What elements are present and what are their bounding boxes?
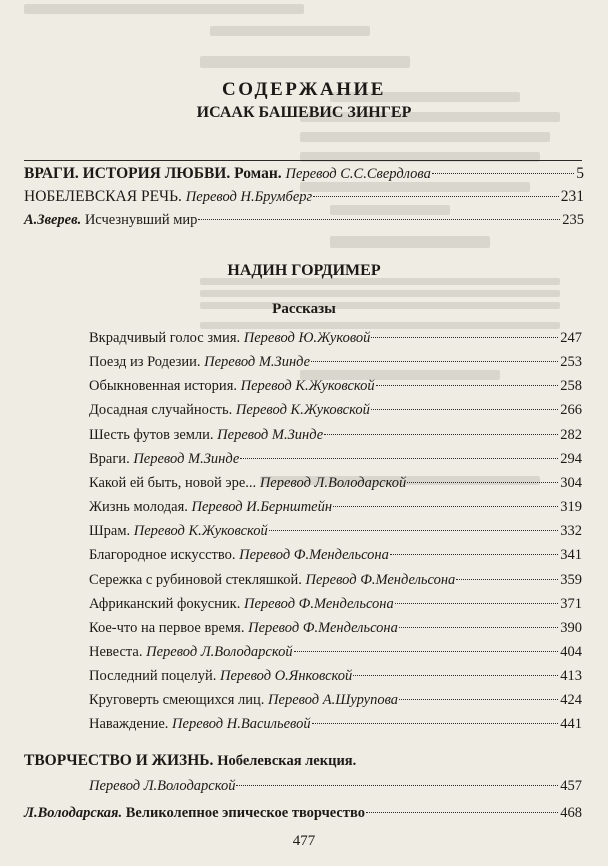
- story-title: Благородное искусство.: [89, 547, 236, 563]
- story-page: 319: [560, 499, 582, 515]
- story-title: Обыкновенная история.: [89, 378, 237, 394]
- story-page: 441: [560, 716, 582, 732]
- story-page: 371: [560, 596, 582, 612]
- story-page: 332: [560, 523, 582, 539]
- story-translator: Перевод Л.Володарской: [259, 475, 407, 491]
- story-entry[interactable]: [89, 425, 582, 446]
- story-page: 253: [560, 354, 582, 370]
- story-page: 359: [560, 572, 582, 588]
- dot-leader: [371, 337, 558, 338]
- story-entry[interactable]: [89, 352, 582, 373]
- story-translator: Перевод К.Жуковской: [235, 402, 370, 418]
- story-translator: Перевод Ф.Мендельсона: [305, 572, 456, 588]
- dot-leader: [236, 785, 558, 786]
- story-page: 424: [560, 692, 582, 708]
- story-entry[interactable]: [89, 521, 582, 542]
- story-translator: Перевод К.Жуковской: [133, 523, 268, 539]
- story-entry[interactable]: [89, 714, 582, 735]
- toc-entry[interactable]: [24, 186, 584, 207]
- story-title: Невеста.: [89, 644, 143, 660]
- story-translator: Перевод И.Бернштейн: [191, 499, 333, 515]
- dot-leader: [312, 723, 559, 724]
- dot-leader: [366, 812, 558, 813]
- story-entry[interactable]: [89, 666, 582, 687]
- story-translator: Перевод М.Зинде: [204, 354, 311, 370]
- dot-leader: [390, 554, 558, 555]
- dot-leader: [399, 627, 558, 628]
- story-entry[interactable]: [89, 545, 582, 566]
- toc-entry[interactable]: [24, 163, 584, 184]
- story-translator: Перевод Ф.Мендельсона: [243, 596, 394, 612]
- story-entry[interactable]: [89, 473, 582, 494]
- story-translator: Перевод К.Жуковской: [240, 378, 375, 394]
- story-translator: Перевод Ю.Жуковой: [243, 330, 371, 346]
- dot-leader: [240, 458, 558, 459]
- toc-entry[interactable]: [89, 776, 582, 797]
- story-page: 413: [560, 668, 582, 684]
- story-title: Шесть футов земли.: [89, 427, 214, 443]
- story-title: Поезд из Родезии.: [89, 354, 201, 370]
- story-entry[interactable]: [89, 497, 582, 518]
- story-entry[interactable]: [89, 449, 582, 470]
- subsection-heading: Рассказы: [272, 301, 336, 317]
- dot-leader: [395, 603, 559, 604]
- story-title: Кое-что на первое время.: [89, 620, 245, 636]
- story-entry[interactable]: [89, 570, 582, 591]
- story-title: Наваждение.: [89, 716, 169, 732]
- story-title: Вкрадчивый голос змия.: [89, 330, 241, 346]
- entry-page: 235: [562, 212, 584, 228]
- entry-page: 5: [576, 165, 584, 182]
- story-title: Какой ей быть, новой эре...: [89, 475, 257, 491]
- toc-entry[interactable]: [24, 210, 584, 231]
- story-translator: Перевод О.Янковской: [219, 668, 353, 684]
- entry-title: ВРАГИ. ИСТОРИЯ ЛЮБВИ.: [24, 165, 231, 182]
- story-page: 341: [560, 547, 582, 563]
- story-title: Последний поцелуй.: [89, 668, 217, 684]
- entry-page: 468: [560, 805, 582, 821]
- story-translator: Перевод Н.Васильевой: [172, 716, 311, 732]
- story-page: 266: [560, 402, 582, 418]
- story-page: 304: [560, 475, 582, 491]
- story-page: 390: [560, 620, 582, 636]
- author-heading-gordimer: НАДИН ГОРДИМЕР: [227, 262, 381, 279]
- dot-leader: [432, 173, 574, 174]
- lecture-subtitle: Нобелевская лекция.: [217, 753, 357, 769]
- entry-translator: Перевод Н.Брумберг: [185, 189, 313, 205]
- lecture-title: ТВОРЧЕСТВО И ЖИЗНЬ.: [24, 752, 214, 769]
- story-translator: Перевод Ф.Мендельсона: [239, 547, 389, 563]
- story-entry[interactable]: [89, 328, 582, 349]
- story-title: Круговерть смеющихся лиц.: [89, 692, 265, 708]
- dot-leader: [333, 506, 558, 507]
- entry-page: 457: [560, 778, 582, 794]
- entry-genre: Роман.: [234, 165, 282, 182]
- story-page: 404: [560, 644, 582, 660]
- section-divider: [24, 160, 582, 161]
- dot-leader: [294, 651, 559, 652]
- dot-leader: [407, 482, 558, 483]
- entry-title: НОБЕЛЕВСКАЯ РЕЧЬ.: [24, 188, 182, 205]
- entry-translator: Перевод С.С.Свердлова: [285, 166, 431, 182]
- toc-title: СОДЕРЖАНИЕ: [222, 79, 386, 100]
- dot-leader: [324, 434, 558, 435]
- story-entry[interactable]: [89, 594, 582, 615]
- story-title: Шрам.: [89, 523, 131, 539]
- story-translator: Перевод М.Зинде: [133, 451, 240, 467]
- story-page: 247: [560, 330, 582, 346]
- story-translator: Перевод Ф.Мендельсона: [248, 620, 398, 636]
- dot-leader: [198, 219, 560, 220]
- story-title: Враги.: [89, 451, 130, 467]
- story-page: 282: [560, 427, 582, 443]
- story-translator: Перевод Л.Володарской: [146, 644, 293, 660]
- dot-leader: [376, 385, 559, 386]
- story-translator: Перевод М.Зинде: [217, 427, 324, 443]
- dot-leader: [313, 196, 559, 197]
- story-entry[interactable]: [89, 376, 582, 397]
- entry-title: Исчезнувший мир: [84, 212, 198, 228]
- story-entry[interactable]: [89, 642, 582, 663]
- story-entry[interactable]: [89, 690, 582, 711]
- author-heading-singer: ИСААК БАШЕВИС ЗИНГЕР: [196, 104, 412, 121]
- toc-entry[interactable]: [24, 803, 582, 824]
- dot-leader: [399, 699, 558, 700]
- story-title: Жизнь молодая.: [89, 499, 188, 515]
- story-page: 294: [560, 451, 582, 467]
- entry-author: Л.Володарская.: [24, 805, 123, 821]
- story-translator: Перевод А.Шурупова: [268, 692, 399, 708]
- story-title: Африканский фокусник.: [89, 596, 241, 612]
- dot-leader: [353, 675, 558, 676]
- lecture-heading[interactable]: [24, 752, 356, 770]
- entry-title: Великолепное эпическое творчество: [125, 805, 365, 821]
- story-entry[interactable]: [89, 400, 582, 421]
- story-title: Сережка с рубиновой стекляшкой.: [89, 572, 302, 588]
- dot-leader: [269, 530, 558, 531]
- dot-leader: [456, 579, 558, 580]
- dot-leader: [311, 361, 558, 362]
- entry-translator: Перевод Л.Володарской: [89, 778, 236, 794]
- page-number: 477: [292, 833, 316, 849]
- entry-page: 231: [560, 188, 584, 205]
- story-page: 258: [560, 378, 582, 394]
- entry-author: А.Зверев.: [24, 212, 82, 228]
- story-entry[interactable]: [89, 618, 582, 639]
- story-title: Досадная случайность.: [89, 402, 233, 418]
- dot-leader: [371, 409, 558, 410]
